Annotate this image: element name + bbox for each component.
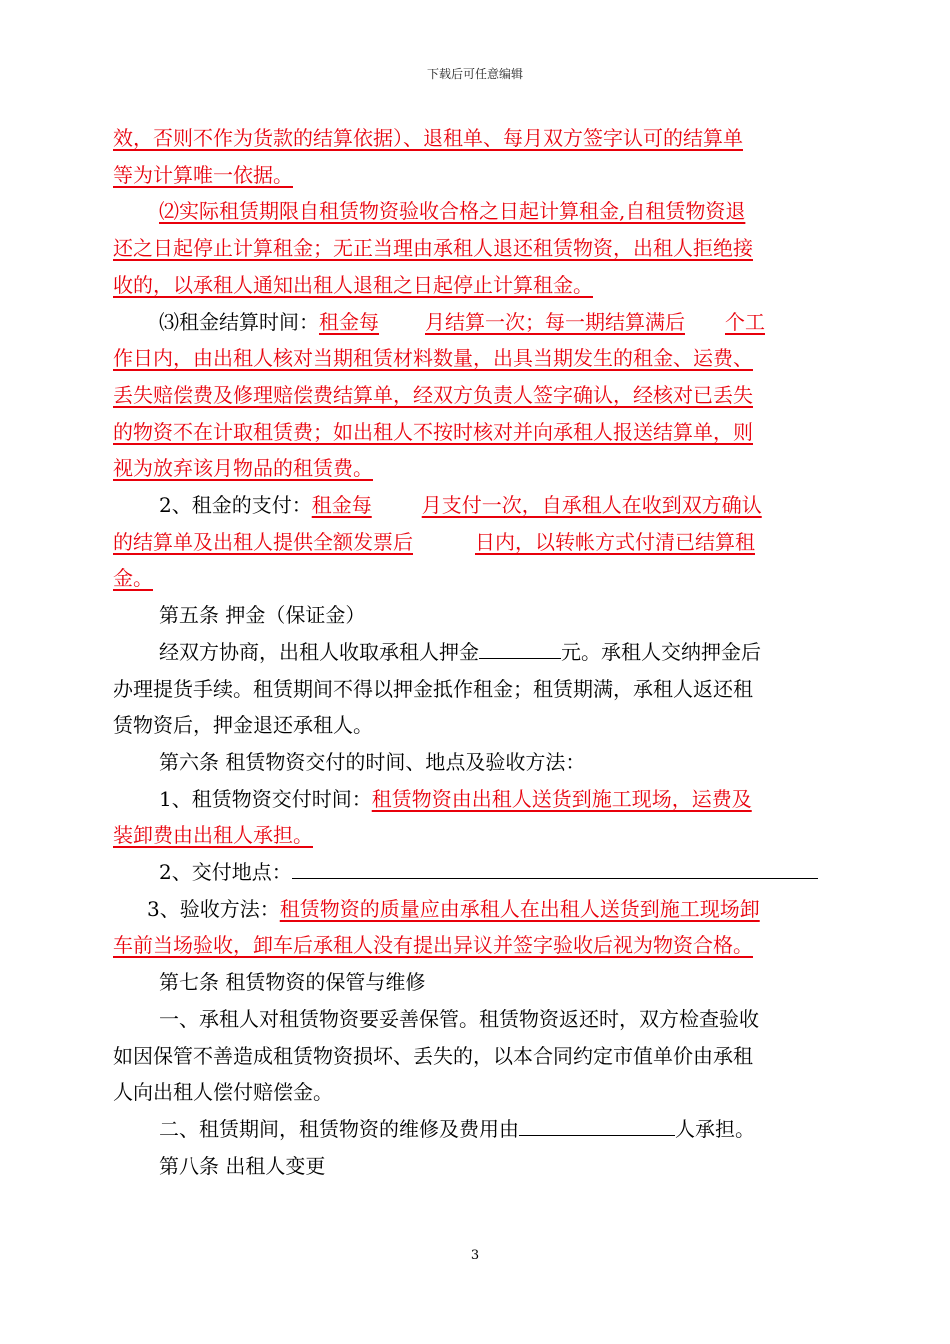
line-21: 2、交付地点： bbox=[113, 854, 837, 891]
article-6-heading: 第六条 租赁物资交付的时间、地点及验收方法： bbox=[159, 749, 586, 774]
document-body bbox=[113, 120, 837, 1184]
delivery-location-blank bbox=[292, 860, 818, 879]
line-20: 装卸费由出租人承担。 bbox=[113, 823, 313, 848]
line-2: 等为计算唯一依据。 bbox=[113, 162, 293, 187]
line-12: 的结算单及出租人提供全额发票后 日内，以转帐方式付清已结算租 bbox=[113, 529, 755, 554]
line-13: 金。 bbox=[113, 566, 153, 591]
line-1: 效，否则不作为货款的结算依据）、退租单、每月双方签字认可的结算单 bbox=[113, 126, 743, 150]
article-8-heading: 第八条 出租人变更 bbox=[159, 1153, 326, 1178]
deposit-blank bbox=[479, 640, 561, 659]
line-3: ⑵实际租赁期限自租赁物资验收合格之日起计算租金,自租赁物资退 bbox=[159, 199, 746, 224]
page-number: 3 bbox=[470, 1248, 480, 1263]
line-6: ⑶租金结算时间：租金每 月结算一次；每一期结算满后 个工 bbox=[159, 309, 765, 334]
line-27: 人向出租人偿付赔偿金。 bbox=[113, 1080, 333, 1105]
article-7-heading: 第七条 租赁物资的保管与维修 bbox=[159, 970, 426, 995]
line-23: 车前当场验收，卸车后承租人没有提出异议并签字验收后视为物资合格。 bbox=[113, 933, 753, 958]
maintenance-party-blank bbox=[519, 1117, 675, 1136]
page-header: 下载后可任意编辑 bbox=[426, 67, 523, 81]
line-25: 一、承租人对租赁物资要妥善保管。租赁物资返还时，双方检查验收 bbox=[159, 1006, 759, 1031]
line-10: 视为放弃该月物品的租赁费。 bbox=[113, 456, 373, 481]
line-5: 收的，以承租人通知出租人退租之日起停止计算租金。 bbox=[113, 272, 593, 297]
line-11: 2、租金的支付：租金每 月支付一次，自承租人在收到双方确认 bbox=[159, 493, 762, 518]
line-19: 1、租赁物资交付时间：租赁物资由出租人送货到施工现场，运费及 bbox=[159, 786, 752, 811]
line-16: 办理提货手续。租赁期间不得以押金抵作租金；租赁期满，承租人返还租 bbox=[113, 676, 753, 701]
line-15: 经双方协商，出租人收取承租人押金 元。承租人交纳押金后 bbox=[159, 639, 761, 664]
article-5-heading: 第五条 押金（保证金） bbox=[159, 603, 366, 628]
line-9: 的物资不在计取租赁费；如出租人不按时核对并向承租人报送结算单，则 bbox=[113, 419, 753, 444]
line-28: 二、租赁期间，租赁物资的维修及费用由 人承担。 bbox=[159, 1116, 755, 1141]
line-7: 作日内，由出租人核对当期租赁材料数量，出具当期发生的租金、运费、 bbox=[113, 346, 753, 371]
line-4: 还之日起停止计算租金；无正当理由承租人退还租赁物资，出租人拒绝接 bbox=[113, 236, 753, 261]
line-8: 丢失赔偿费及修理赔偿费结算单，经双方负责人签字确认，经核对已丢失 bbox=[113, 382, 753, 407]
line-26: 如因保管不善造成租赁物资损坏、丢失的，以本合同约定市值单价由承租 bbox=[113, 1043, 753, 1068]
line-17: 赁物资后，押金退还承租人。 bbox=[113, 713, 373, 738]
line-22: 3、验收方法：租赁物资的质量应由承租人在出租人送货到施工现场卸 bbox=[147, 896, 760, 921]
